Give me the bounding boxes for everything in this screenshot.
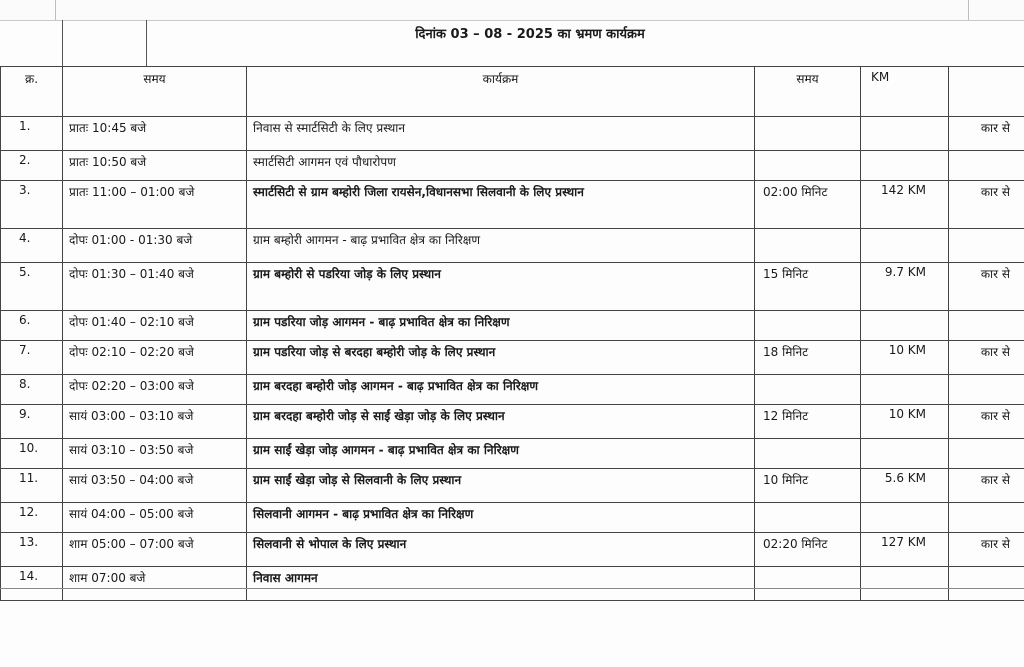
row-program: ग्राम साईं खेड़ा जोड़ आगमन - बाढ़ प्रभावित क्षेत्र का निरिक्षण (247, 439, 755, 469)
table-row (1, 181, 1024, 229)
row-sr: 3. (1, 181, 63, 229)
header-duration: समय (755, 67, 861, 117)
schedule-table (0, 66, 1024, 601)
row-program: ग्राम साईं खेड़ा जोड़ से सिलवानी के लिए प्रस्थान (247, 469, 755, 503)
row-km (861, 311, 949, 341)
row-km (861, 229, 949, 263)
table-row (1, 311, 1024, 341)
row-time: सायं 04:00 – 05:00 बजे (63, 503, 247, 533)
row-time: शाम 05:00 – 07:00 बजे (63, 533, 247, 567)
row-duration (755, 439, 861, 469)
row-time: दोपः 01:30 – 01:40 बजे (63, 263, 247, 311)
table-row (1, 229, 1024, 263)
row-mode (949, 439, 1024, 469)
table-row (1, 567, 1024, 601)
row-km (861, 151, 949, 181)
title-row (0, 20, 1024, 66)
row-km: 10 KM (861, 405, 949, 439)
row-duration: 12 मिनिट (755, 405, 861, 439)
row-time: प्रातः 10:50 बजे (63, 151, 247, 181)
header-program: कार्यक्रम (247, 67, 755, 117)
row-sr: 9. (1, 405, 63, 439)
row-km (861, 567, 949, 601)
row-time: सायं 03:50 – 04:00 बजे (63, 469, 247, 503)
table-row (1, 151, 1024, 181)
header-mode (949, 67, 1024, 117)
row-sr: 14. (1, 567, 63, 601)
row-time: दोपः 01:40 – 02:10 बजे (63, 311, 247, 341)
row-time: दोपः 02:10 – 02:20 बजे (63, 341, 247, 375)
row-sr: 13. (1, 533, 63, 567)
table-row (1, 263, 1024, 311)
row-mode: कार से (949, 263, 1024, 311)
row-program: ग्राम पडरिया जोड़ आगमन - बाढ़ प्रभावित क्षेत्र का निरिक्षण (247, 311, 755, 341)
table-header-row (1, 67, 1024, 117)
top-ruler-strip (0, 0, 1024, 21)
row-mode: कार से (949, 533, 1024, 567)
row-sr: 6. (1, 311, 63, 341)
row-program: स्मार्टसिटी से ग्राम बम्होरी जिला रायसेन,विधानसभा सिलवानी के लिए प्रस्थान (247, 181, 755, 229)
document-title: दिनांक 03 – 08 - 2025 का भ्रमण कार्यक्रम (415, 27, 645, 42)
row-duration (755, 375, 861, 405)
row-km: 10 KM (861, 341, 949, 375)
row-mode (949, 311, 1024, 341)
row-time: प्रातः 10:45 बजे (63, 117, 247, 151)
row-program: ग्राम पडरिया जोड़ से बरदहा बम्होरी जोड़ के लिए प्रस्थान (247, 341, 755, 375)
row-km: 127 KM (861, 533, 949, 567)
row-duration (755, 229, 861, 263)
table-row (1, 341, 1024, 375)
row-program: निवास आगमन (247, 567, 755, 601)
row-duration: 15 मिनिट (755, 263, 861, 311)
table-row (1, 375, 1024, 405)
row-time: दोपः 01:00 - 01:30 बजे (63, 229, 247, 263)
row-duration (755, 567, 861, 601)
table-row (1, 469, 1024, 503)
row-mode: कार से (949, 341, 1024, 375)
row-km (861, 503, 949, 533)
table-row (1, 439, 1024, 469)
row-sr: 10. (1, 439, 63, 469)
table-row (1, 405, 1024, 439)
row-mode: कार से (949, 405, 1024, 439)
table-row (1, 503, 1024, 533)
row-duration: 10 मिनिट (755, 469, 861, 503)
row-mode (949, 151, 1024, 181)
row-mode: कार से (949, 181, 1024, 229)
row-km: 5.6 KM (861, 469, 949, 503)
row-sr: 5. (1, 263, 63, 311)
row-sr: 4. (1, 229, 63, 263)
row-program: स्मार्टसिटी आगमन एवं पौधारोपण (247, 151, 755, 181)
row-mode: कार से (949, 469, 1024, 503)
header-sr: क्र. (1, 67, 63, 117)
row-program: सिलवानी आगमन - बाढ़ प्रभावित क्षेत्र का निरिक्षण (247, 503, 755, 533)
row-duration: 18 मिनिट (755, 341, 861, 375)
row-duration: 02:00 मिनिट (755, 181, 861, 229)
row-time: शाम 07:00 बजे (63, 567, 247, 601)
row-sr: 2. (1, 151, 63, 181)
row-sr: 8. (1, 375, 63, 405)
header-km: KM (861, 67, 949, 117)
row-duration (755, 503, 861, 533)
row-duration (755, 151, 861, 181)
row-km (861, 439, 949, 469)
row-program: ग्राम बरदहा बम्होरी जोड़ आगमन - बाढ़ प्रभावित क्षेत्र का निरिक्षण (247, 375, 755, 405)
table-row (1, 533, 1024, 567)
header-time: समय (63, 67, 247, 117)
row-time: प्रातः 11:00 – 01:00 बजे (63, 181, 247, 229)
row-mode (949, 567, 1024, 601)
row-duration: 02:20 मिनिट (755, 533, 861, 567)
row-time: सायं 03:00 – 03:10 बजे (63, 405, 247, 439)
row-program: ग्राम बरदहा बम्होरी जोड़ से साईं खेड़ा जोड़ के लिए प्रस्थान (247, 405, 755, 439)
row-time: दोपः 02:20 – 03:00 बजे (63, 375, 247, 405)
row-program: ग्राम बम्होरी से पडरिया जोड़ के लिए प्रस्थान (247, 263, 755, 311)
row-sr: 1. (1, 117, 63, 151)
row-program: निवास से स्मार्टसिटी के लिए प्रस्थान (247, 117, 755, 151)
row-mode (949, 375, 1024, 405)
row-km: 9.7 KM (861, 263, 949, 311)
row-program: सिलवानी से भोपाल के लिए प्रस्थान (247, 533, 755, 567)
row-sr: 12. (1, 503, 63, 533)
row-time: सायं 03:10 – 03:50 बजे (63, 439, 247, 469)
page-bottom-rule (0, 588, 1024, 589)
table-row (1, 117, 1024, 151)
row-km (861, 117, 949, 151)
row-km (861, 375, 949, 405)
row-mode: कार से (949, 117, 1024, 151)
schedule-rows (1, 117, 1024, 601)
row-sr: 11. (1, 469, 63, 503)
row-mode (949, 229, 1024, 263)
row-duration (755, 311, 861, 341)
row-program: ग्राम बम्होरी आगमन - बाढ़ प्रभावित क्षेत्र का निरिक्षण (247, 229, 755, 263)
row-km: 142 KM (861, 181, 949, 229)
row-duration (755, 117, 861, 151)
row-sr: 7. (1, 341, 63, 375)
row-mode (949, 503, 1024, 533)
